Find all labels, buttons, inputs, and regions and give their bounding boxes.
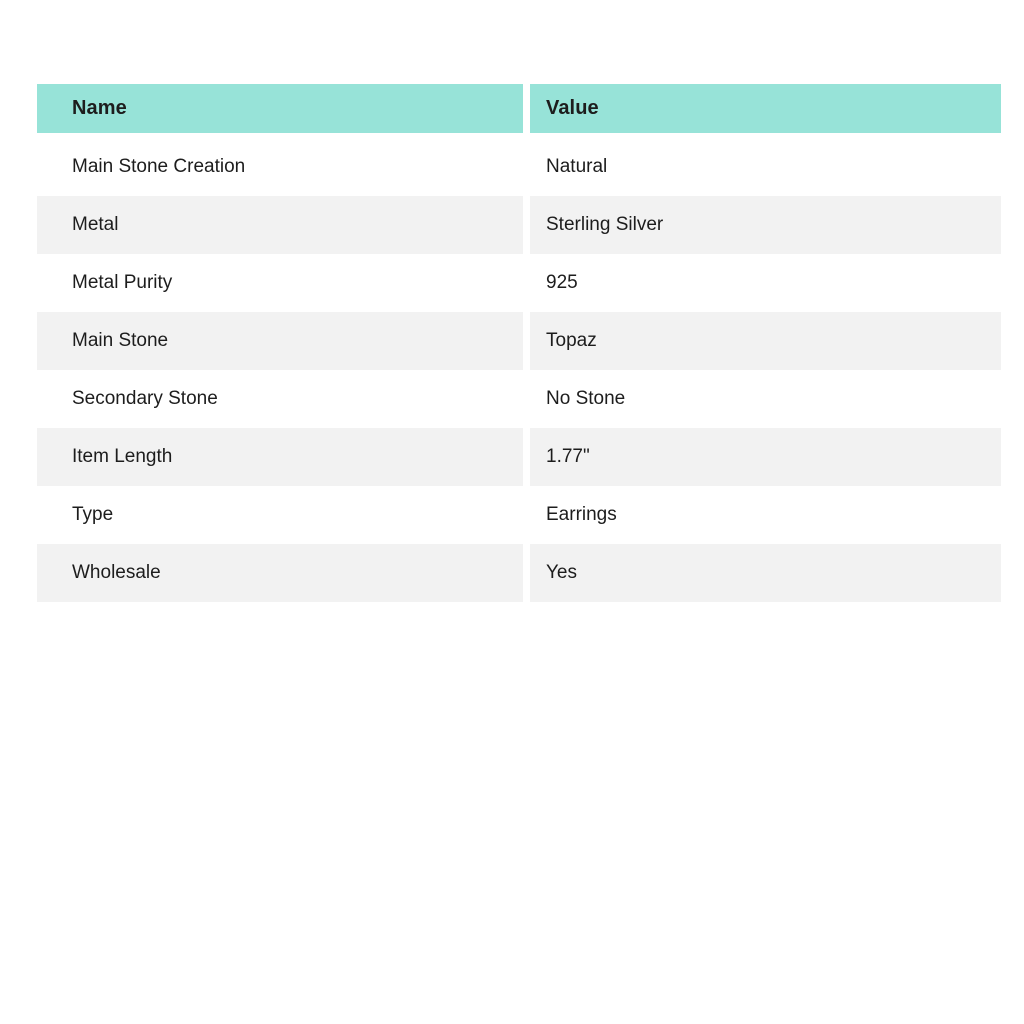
table-row <box>37 370 1001 428</box>
table-body <box>37 138 1001 602</box>
table-row <box>37 138 1001 196</box>
row-value: Topaz <box>530 312 1001 370</box>
row-value: No Stone <box>530 370 1001 428</box>
column-header-name: Name <box>37 84 523 133</box>
row-value: Natural <box>530 138 1001 196</box>
row-name: Type <box>37 486 523 544</box>
row-value: Earrings <box>530 486 1001 544</box>
table-row <box>37 196 1001 254</box>
row-name: Item Length <box>37 428 523 486</box>
row-name: Secondary Stone <box>37 370 523 428</box>
row-value: Yes <box>530 544 1001 602</box>
row-value: 1.77" <box>530 428 1001 486</box>
table-row <box>37 254 1001 312</box>
table-row <box>37 486 1001 544</box>
row-name: Main Stone Creation <box>37 138 523 196</box>
column-header-value: Value <box>530 84 1001 133</box>
row-name: Main Stone <box>37 312 523 370</box>
row-name: Wholesale <box>37 544 523 602</box>
table-header-row <box>37 84 1001 133</box>
table-row <box>37 544 1001 602</box>
row-name: Metal <box>37 196 523 254</box>
row-value: Sterling Silver <box>530 196 1001 254</box>
table-row <box>37 312 1001 370</box>
product-attributes-table <box>37 84 1001 602</box>
row-name: Metal Purity <box>37 254 523 312</box>
table-row <box>37 428 1001 486</box>
row-value: 925 <box>530 254 1001 312</box>
